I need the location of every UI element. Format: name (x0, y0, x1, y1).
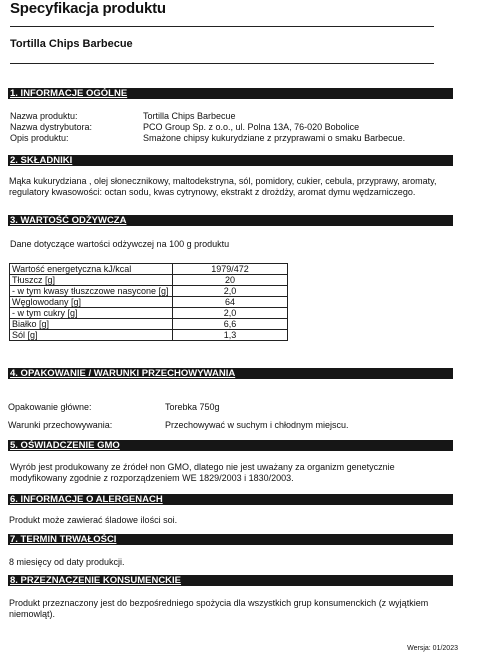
table-row (10, 297, 288, 308)
section-header-allergens: 6. INFORMACJE O ALERGENACH (8, 494, 453, 505)
nutrition-value: 6,6 (173, 319, 288, 330)
nutrition-label: - w tym cukry [g] (10, 308, 173, 319)
nutrition-label: Węglowodany [g] (10, 297, 173, 308)
general-label-description: Opis produktu: (10, 133, 69, 143)
section-header-packaging: 4. OPAKOWANIE / WARUNKI PRZECHOWYWANIA (8, 368, 453, 379)
table-row (10, 330, 288, 341)
table-row (10, 264, 288, 275)
product-divider (10, 63, 434, 64)
section-header-ingredients: 2. SKŁADNIKI (8, 155, 453, 166)
general-value-description: Smażone chipsy kukurydziane z przyprawami o smaku Barbecue. (143, 133, 406, 143)
nutrition-intro: Dane dotyczące wartości odżywczej na 100 g produktu (10, 239, 230, 249)
nutrition-label: Sól [g] (10, 330, 173, 341)
general-label-distributor: Nazwa dystrybutora: (10, 122, 93, 132)
general-value-product-name: Tortilla Chips Barbecue (143, 111, 236, 121)
section-header-general: 1. INFORMACJE OGÓLNE (8, 88, 453, 99)
nutrition-value: 1,3 (173, 330, 288, 341)
nutrition-label: - w tym kwasy tłuszczowe nasycone [g] (10, 286, 173, 297)
general-label-product-name: Nazwa produktu: (10, 111, 78, 121)
nutrition-label: Tłuszcz [g] (10, 275, 173, 286)
ingredients-text: Mąka kukurydziana , olej słonecznikowy, maltodekstryna, sól, pomidory, cukier, cebula, przyprawy, aromaty, regulatory kwasowości: octan sodu, kwas cytrynowy, ekstrakt z drożdży, aromat dymu wędzarniczego. (9, 176, 437, 197)
packaging-value-main: Torebka 750g (165, 402, 220, 412)
section-header-gmo: 5. OŚWIADCZENIE GMO (8, 440, 453, 451)
gmo-text: Wyrób jest produkowany ze źródeł non GMO, dlatego nie jest uważany za organizm genetycznie modyfikowany zgodnie z rozporządzeniem WE 1829/2003 i 1830/2003. (10, 462, 395, 483)
nutrition-label: Wartość energetyczna kJ/kcal (10, 264, 173, 275)
allergens-text: Produkt może zawierać śladowe ilości soi. (9, 515, 178, 525)
table-row (10, 308, 288, 319)
nutrition-value: 2,0 (173, 286, 288, 297)
nutrition-table (9, 263, 288, 341)
nutrition-label: Białko [g] (10, 319, 173, 330)
table-row (10, 275, 288, 286)
nutrition-value: 2,0 (173, 308, 288, 319)
consumer-text: Produkt przeznaczony jest do bezpośredniego spożycia dla wszystkich grup konsumenckich (z wyjątkiem niemowląt). (9, 598, 429, 619)
packaging-label-main: Opakowanie główne: (8, 402, 92, 412)
version-label: Wersja: 01/2023 (407, 645, 458, 652)
table-row (10, 286, 288, 297)
product-title: Tortilla Chips Barbecue (10, 38, 133, 50)
document-title: Specyfikacja produktu (10, 0, 166, 17)
section-header-shelf-life: 7. TERMIN TRWAŁOŚCI (8, 534, 453, 545)
nutrition-value: 64 (173, 297, 288, 308)
packaging-value-storage: Przechowywać w suchym i chłodnym miejscu. (165, 420, 349, 430)
nutrition-value: 1979/472 (173, 264, 288, 275)
section-header-consumer: 8. PRZEZNACZENIE KONSUMENCKIE (8, 575, 453, 586)
section-header-nutrition: 3. WARTOŚĆ ODŻYWCZA (8, 215, 453, 226)
table-row (10, 319, 288, 330)
title-divider (10, 26, 434, 27)
packaging-label-storage: Warunki przechowywania: (8, 420, 113, 430)
general-value-distributor: PCO Group Sp. z o.o., ul. Polna 13A, 76-020 Bobolice (143, 122, 360, 132)
nutrition-value: 20 (173, 275, 288, 286)
shelf-life-text: 8 miesięcy od daty produkcji. (9, 557, 125, 567)
